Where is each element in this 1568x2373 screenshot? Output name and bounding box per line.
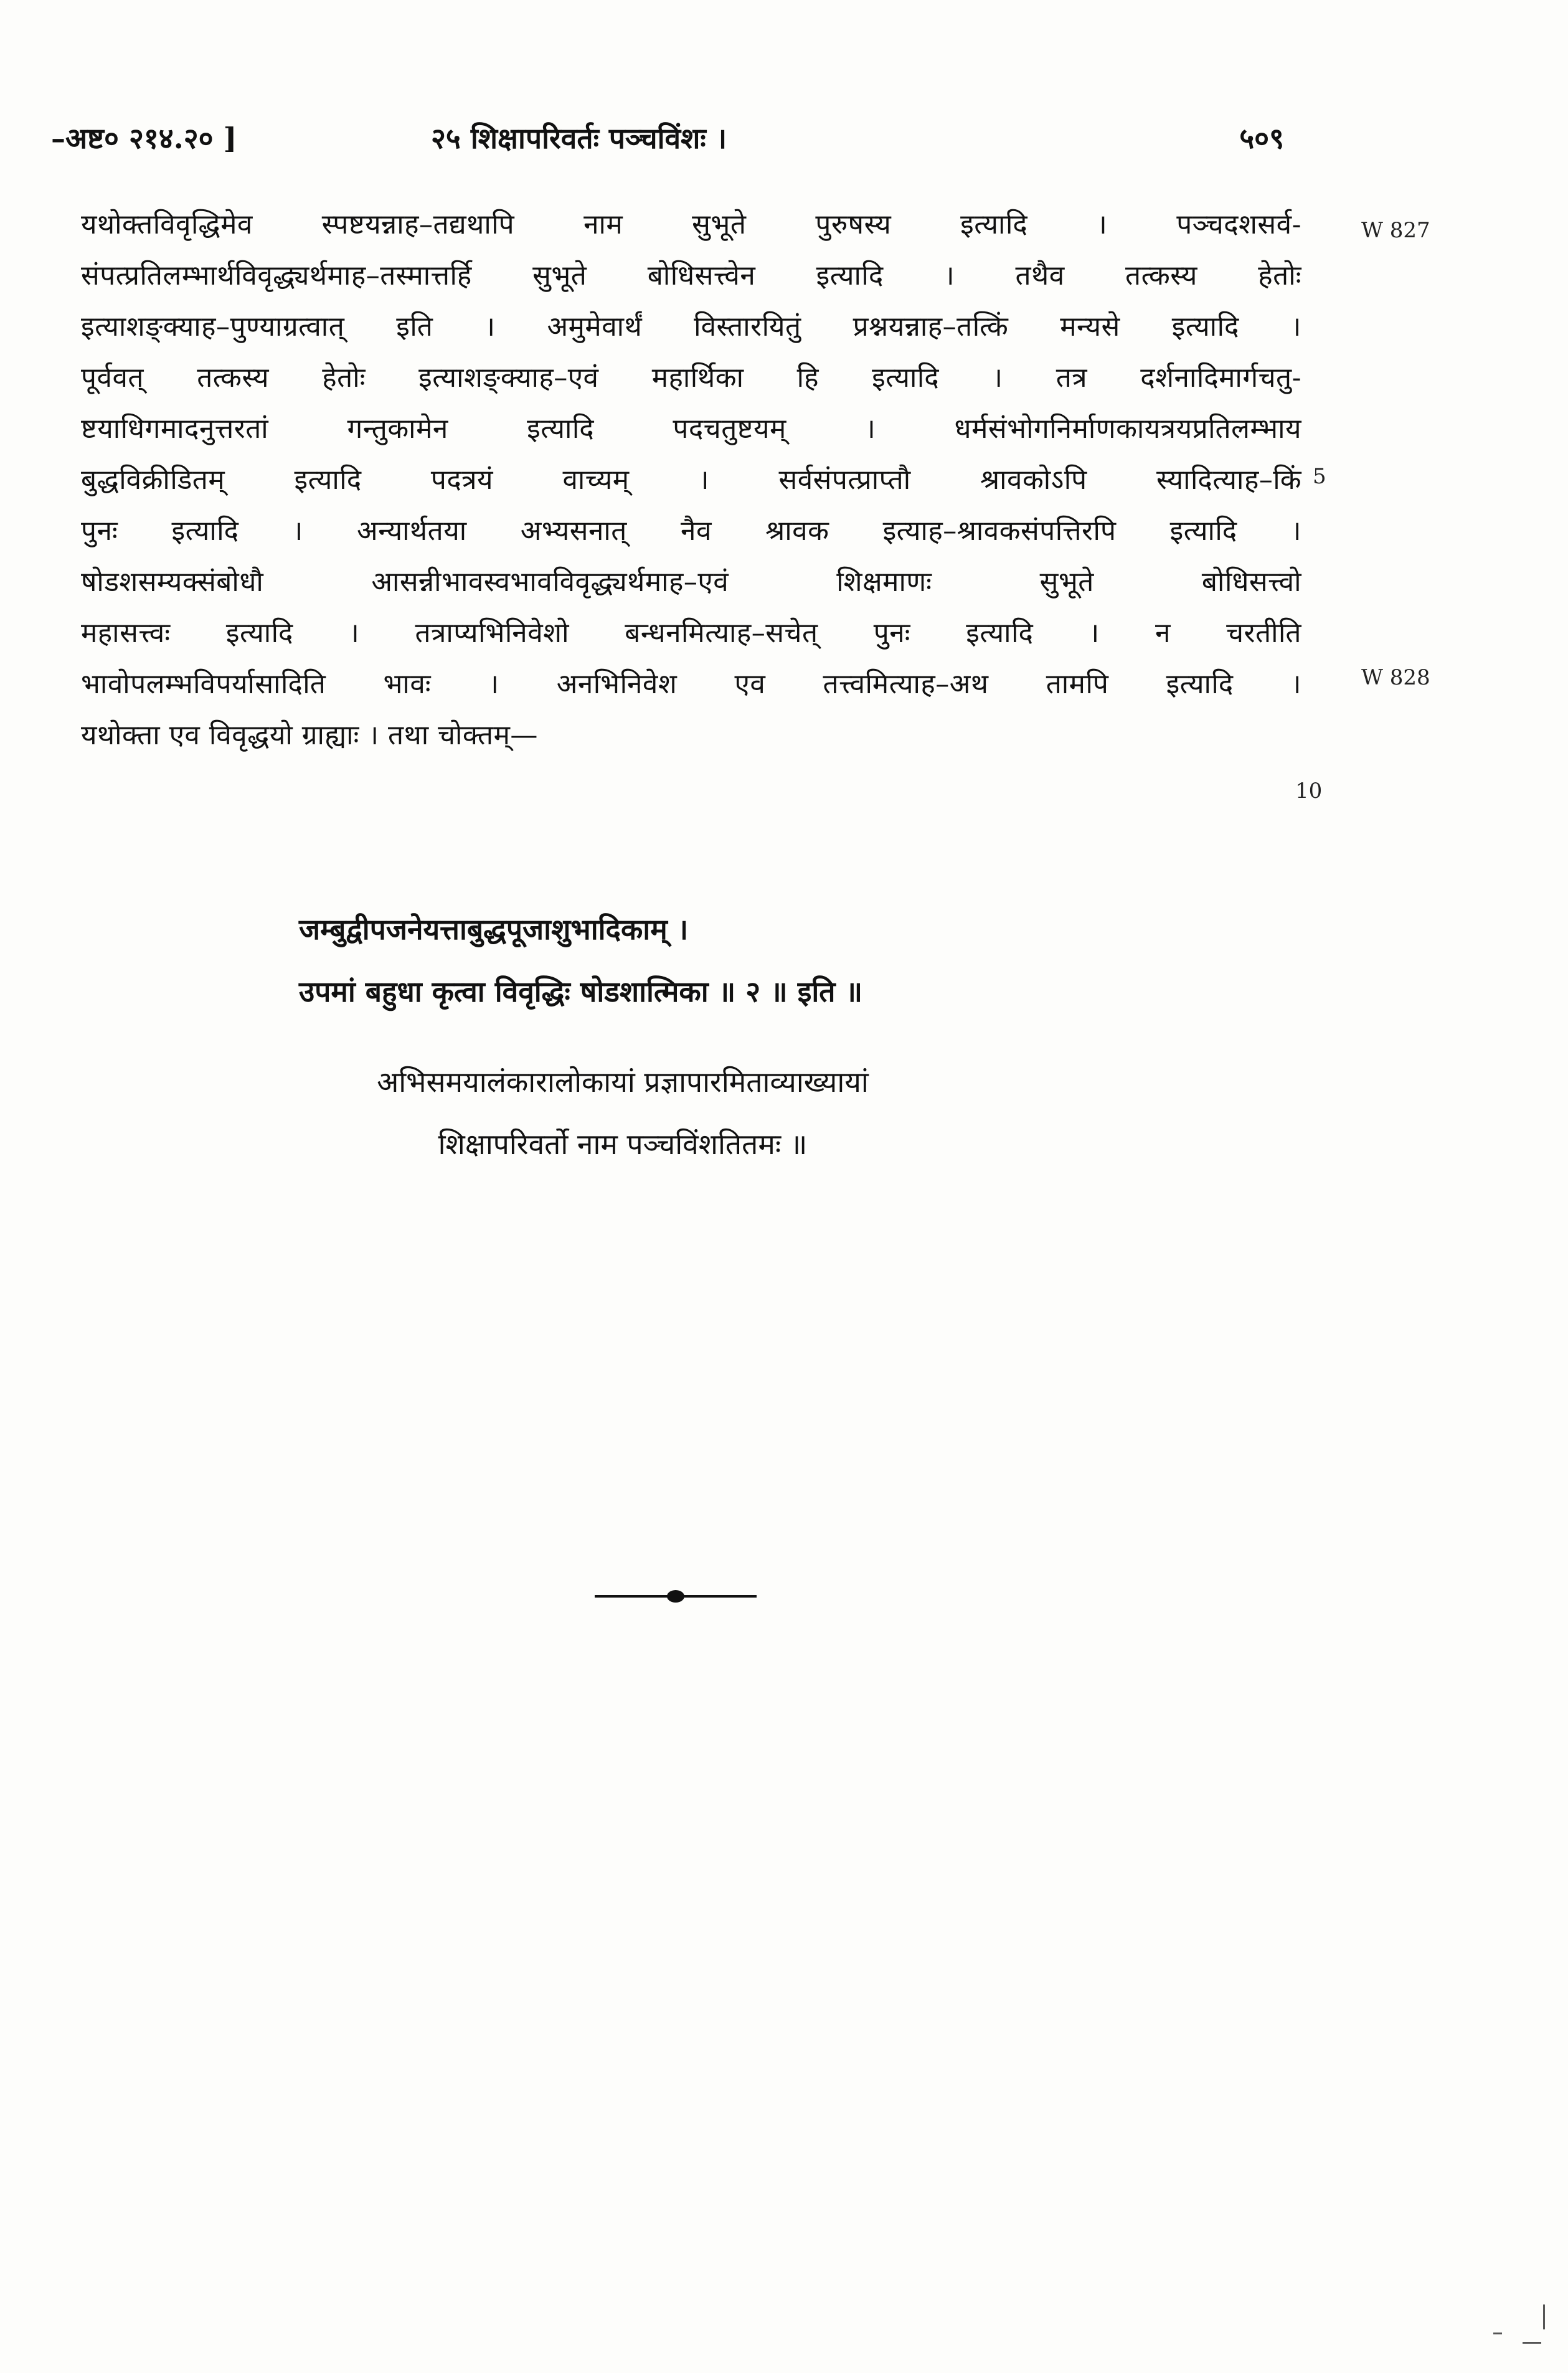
verse-line: उपमां बहुधा कृत्वा विवृद्धिः षोडशात्मिका ॥ २ ॥ इति ॥: [299, 975, 863, 1008]
scan-speck: [1493, 2333, 1502, 2334]
verse-line: जम्बुद्वीपजनेयत्ताबुद्धपूजाशुभादिकाम् ।: [299, 912, 689, 946]
body-line: बुद्धविक्रीडितम् इत्यादि पदत्रयं वाच्यम् । सर्वसंपत्प्राप्तौ श्रावकोऽपि स्यादित्याह–किं: [81, 464, 1301, 496]
body-line: भावोपलम्भविपर्यासादिति भावः । अनभिनिवेश एव तत्त्वमित्याह–अथ तामपि इत्यादि ।: [81, 668, 1301, 700]
margin-folio-ref: W 828: [1361, 665, 1430, 690]
body-line: इत्याशङ्क्याह–पुण्याग्रत्वात् इति । अमुमेवार्थं विस्तारयितुं प्रश्नयन्नाह–तत्किं मन्यसे इत्यादि ।: [81, 311, 1301, 343]
running-head: [51, 118, 1284, 162]
body-line: षोडशसम्यक्संबोधौ आसन्नीभावस्वभावविवृद्ध्यर्थमाह–एवं शिक्षमाणः सुभूते बोधिसत्त्वो: [81, 566, 1301, 598]
commentary-body: [81, 199, 1301, 761]
body-line: यथोक्ता एव विवृद्धयो ग्राह्याः । तथा चोक्तम्—: [81, 719, 538, 751]
body-line: पुनः इत्यादि । अन्यार्थतया अभ्यसनात् नैव श्रावक इत्याह–श्रावकसंपत्तिरपि इत्यादि ।: [81, 515, 1301, 547]
margin-line-number: 10: [1295, 779, 1323, 803]
margin-line-number: 5: [1313, 464, 1326, 489]
running-head-reference: –अष्ट० २१४.२० ]: [51, 121, 237, 155]
scan-speck: [1523, 2342, 1541, 2344]
body-line: पूर्ववत् तत्कस्य हेतोः इत्याशङ्क्याह–एवं महार्थिका हि इत्यादि । तत्र दर्शनादिमार्गचतु-: [81, 362, 1301, 394]
scan-speck: [1543, 2304, 1545, 2329]
colophon-line: अभिसमयालंकारालोकायां प्रज्ञापारमिताव्याख्यायां: [377, 1065, 869, 1099]
ornament-dot: [667, 1590, 684, 1603]
running-head-chapter-title: २५ शिक्षापरिवर्तः पञ्चविंशः ।: [431, 121, 727, 155]
margin-folio-ref: W 827: [1361, 218, 1430, 243]
body-line: ष्टयाधिगमादनुत्तरतां गन्तुकामेन इत्यादि पदचतुष्टयम् । धर्मसंभोगनिर्माणकायत्रयप्रतिलम्भाय: [81, 413, 1301, 445]
body-line: महासत्त्वः इत्यादि । तत्राप्यभिनिवेशो बन्धनमित्याह–सचेत् पुनः इत्यादि । न चरतीति: [81, 617, 1301, 649]
page-number: ५०९: [1239, 121, 1284, 155]
section-end-ornament: [595, 1587, 757, 1606]
colophon-line: शिक्षापरिवर्तो नाम पञ्चविंशतितमः ॥: [438, 1127, 808, 1161]
body-line: संपत्प्रतिलम्भार्थविवृद्ध्यर्थमाह–तस्मात्तर्हि सुभूते बोधिसत्त्वेन इत्यादि । तथैव तत्कस्य हेतोः: [81, 260, 1301, 291]
body-line: यथोक्तविवृद्धिमेव स्पष्टयन्नाह–तद्यथापि नाम सुभूते पुरुषस्य इत्यादि । पञ्चदशसर्व-: [81, 209, 1301, 240]
